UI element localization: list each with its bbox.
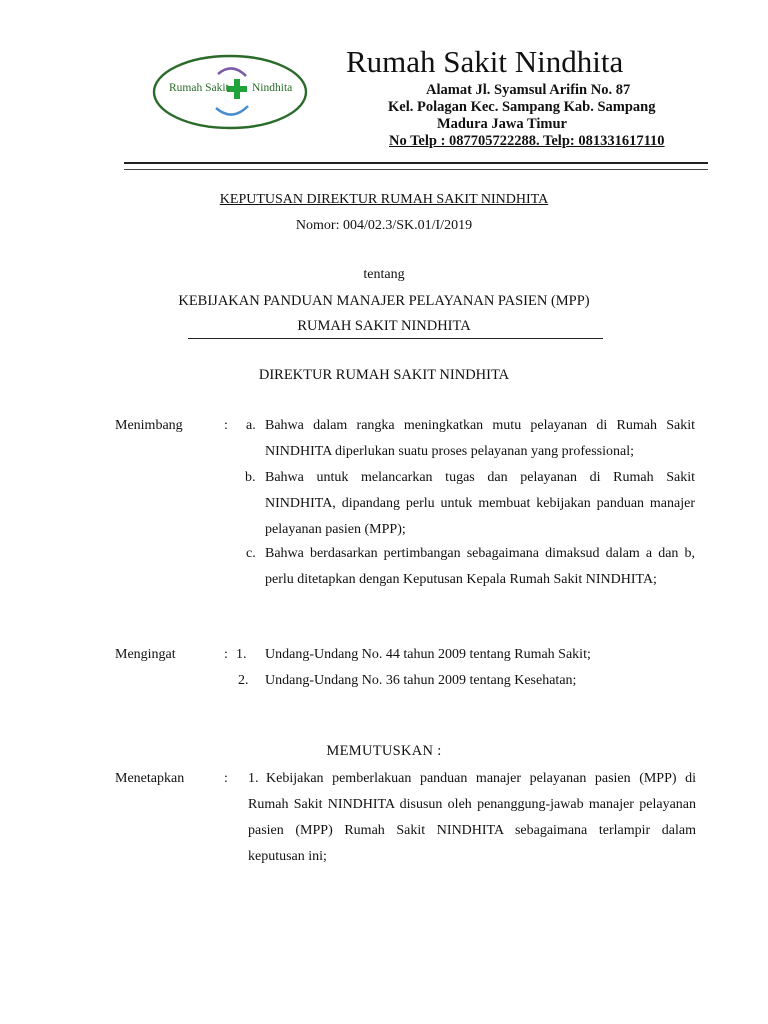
menetapkan-colon: :: [224, 771, 228, 786]
menimbang-marker-b: b.: [245, 470, 256, 485]
menimbang-item-c: Bahwa berdasarkan pertimbangan sebagaimana dimaksud dalam a dan b, perlu ditetapkan dengan Keputusan Kepala Rumah Sakit NINDHITA;: [265, 546, 695, 587]
decree-title: KEPUTUSAN DIREKTUR RUMAH SAKIT NINDHITA: [219, 192, 549, 207]
menimbang-marker-a: a.: [246, 418, 256, 433]
phone-line: No Telp : 087705722288. Telp: 081331617110: [389, 133, 665, 149]
address-line-3: Madura Jawa Timur: [437, 116, 567, 132]
hospital-name: Rumah Sakit Nindhita: [346, 44, 624, 79]
menimbang-label: Menimbang: [115, 418, 183, 433]
menetapkan-label: Menetapkan: [115, 771, 185, 786]
decree-number: Nomor: 004/02.3/SK.01/I/2019: [295, 218, 473, 233]
mengingat-item-2: Undang-Undang No. 36 tahun 2009 tentang Kesehatan;: [265, 673, 577, 688]
menimbang-marker-c: c.: [246, 546, 256, 561]
memutuskan-heading: MEMUTUSKAN :: [326, 743, 442, 759]
mengingat-colon: :: [224, 647, 228, 662]
menimbang-colon: :: [224, 418, 228, 433]
letterhead-divider-thick: [124, 162, 708, 164]
menimbang-item-a: Bahwa dalam rangka meningkatkan mutu pelayanan di Rumah Sakit NINDHITA diperlukan suatu proses pelayanan yang professional;: [265, 418, 695, 459]
decree-subject-line-2: RUMAH SAKIT NINDHITA: [297, 318, 471, 334]
menimbang-item-b: Bahwa untuk melancarkan tugas dan pelayanan di Rumah Sakit NINDHITA, dipandang perlu untuk membuat kebijakan panduan manajer pelayanan pasien (MPP);: [265, 470, 695, 537]
mengingat-label: Mengingat: [115, 647, 176, 662]
decree-issuer: DIREKTUR RUMAH SAKIT NINDHITA: [258, 367, 510, 383]
mengingat-marker-2: 2.: [238, 673, 249, 688]
subject-underline: [188, 338, 603, 339]
address-line-2: Kel. Polagan Kec. Sampang Kab. Sampang: [388, 99, 656, 115]
decree-about: tentang: [363, 267, 405, 282]
address-line-1: Alamat Jl. Syamsul Arifin No. 87: [426, 82, 631, 98]
hospital-logo: [150, 52, 310, 132]
letterhead-divider-thin: [124, 169, 708, 170]
logo-text-right: Nindhita: [252, 82, 293, 94]
mengingat-item-1: Undang-Undang No. 44 tahun 2009 tentang Rumah Sakit;: [265, 647, 591, 662]
logo-text-left: Rumah Sakit: [169, 82, 229, 94]
mengingat-marker-1: 1.: [236, 647, 247, 662]
menetapkan-item-1: Kebijakan pemberlakuan panduan manajer pelayanan pasien (MPP) di Rumah Sakit NINDHITA disusun oleh penanggung-jawab manajer pelayanan pasien (MPP) Rumah Sakit NINDHITA sebagaimana terlampir dalam keputusan ini;: [248, 771, 696, 864]
menetapkan-marker-1: 1.: [248, 771, 259, 786]
decree-subject-line-1: KEBIJAKAN PANDUAN MANAJER PELAYANAN PASIEN (MPP): [178, 293, 590, 309]
